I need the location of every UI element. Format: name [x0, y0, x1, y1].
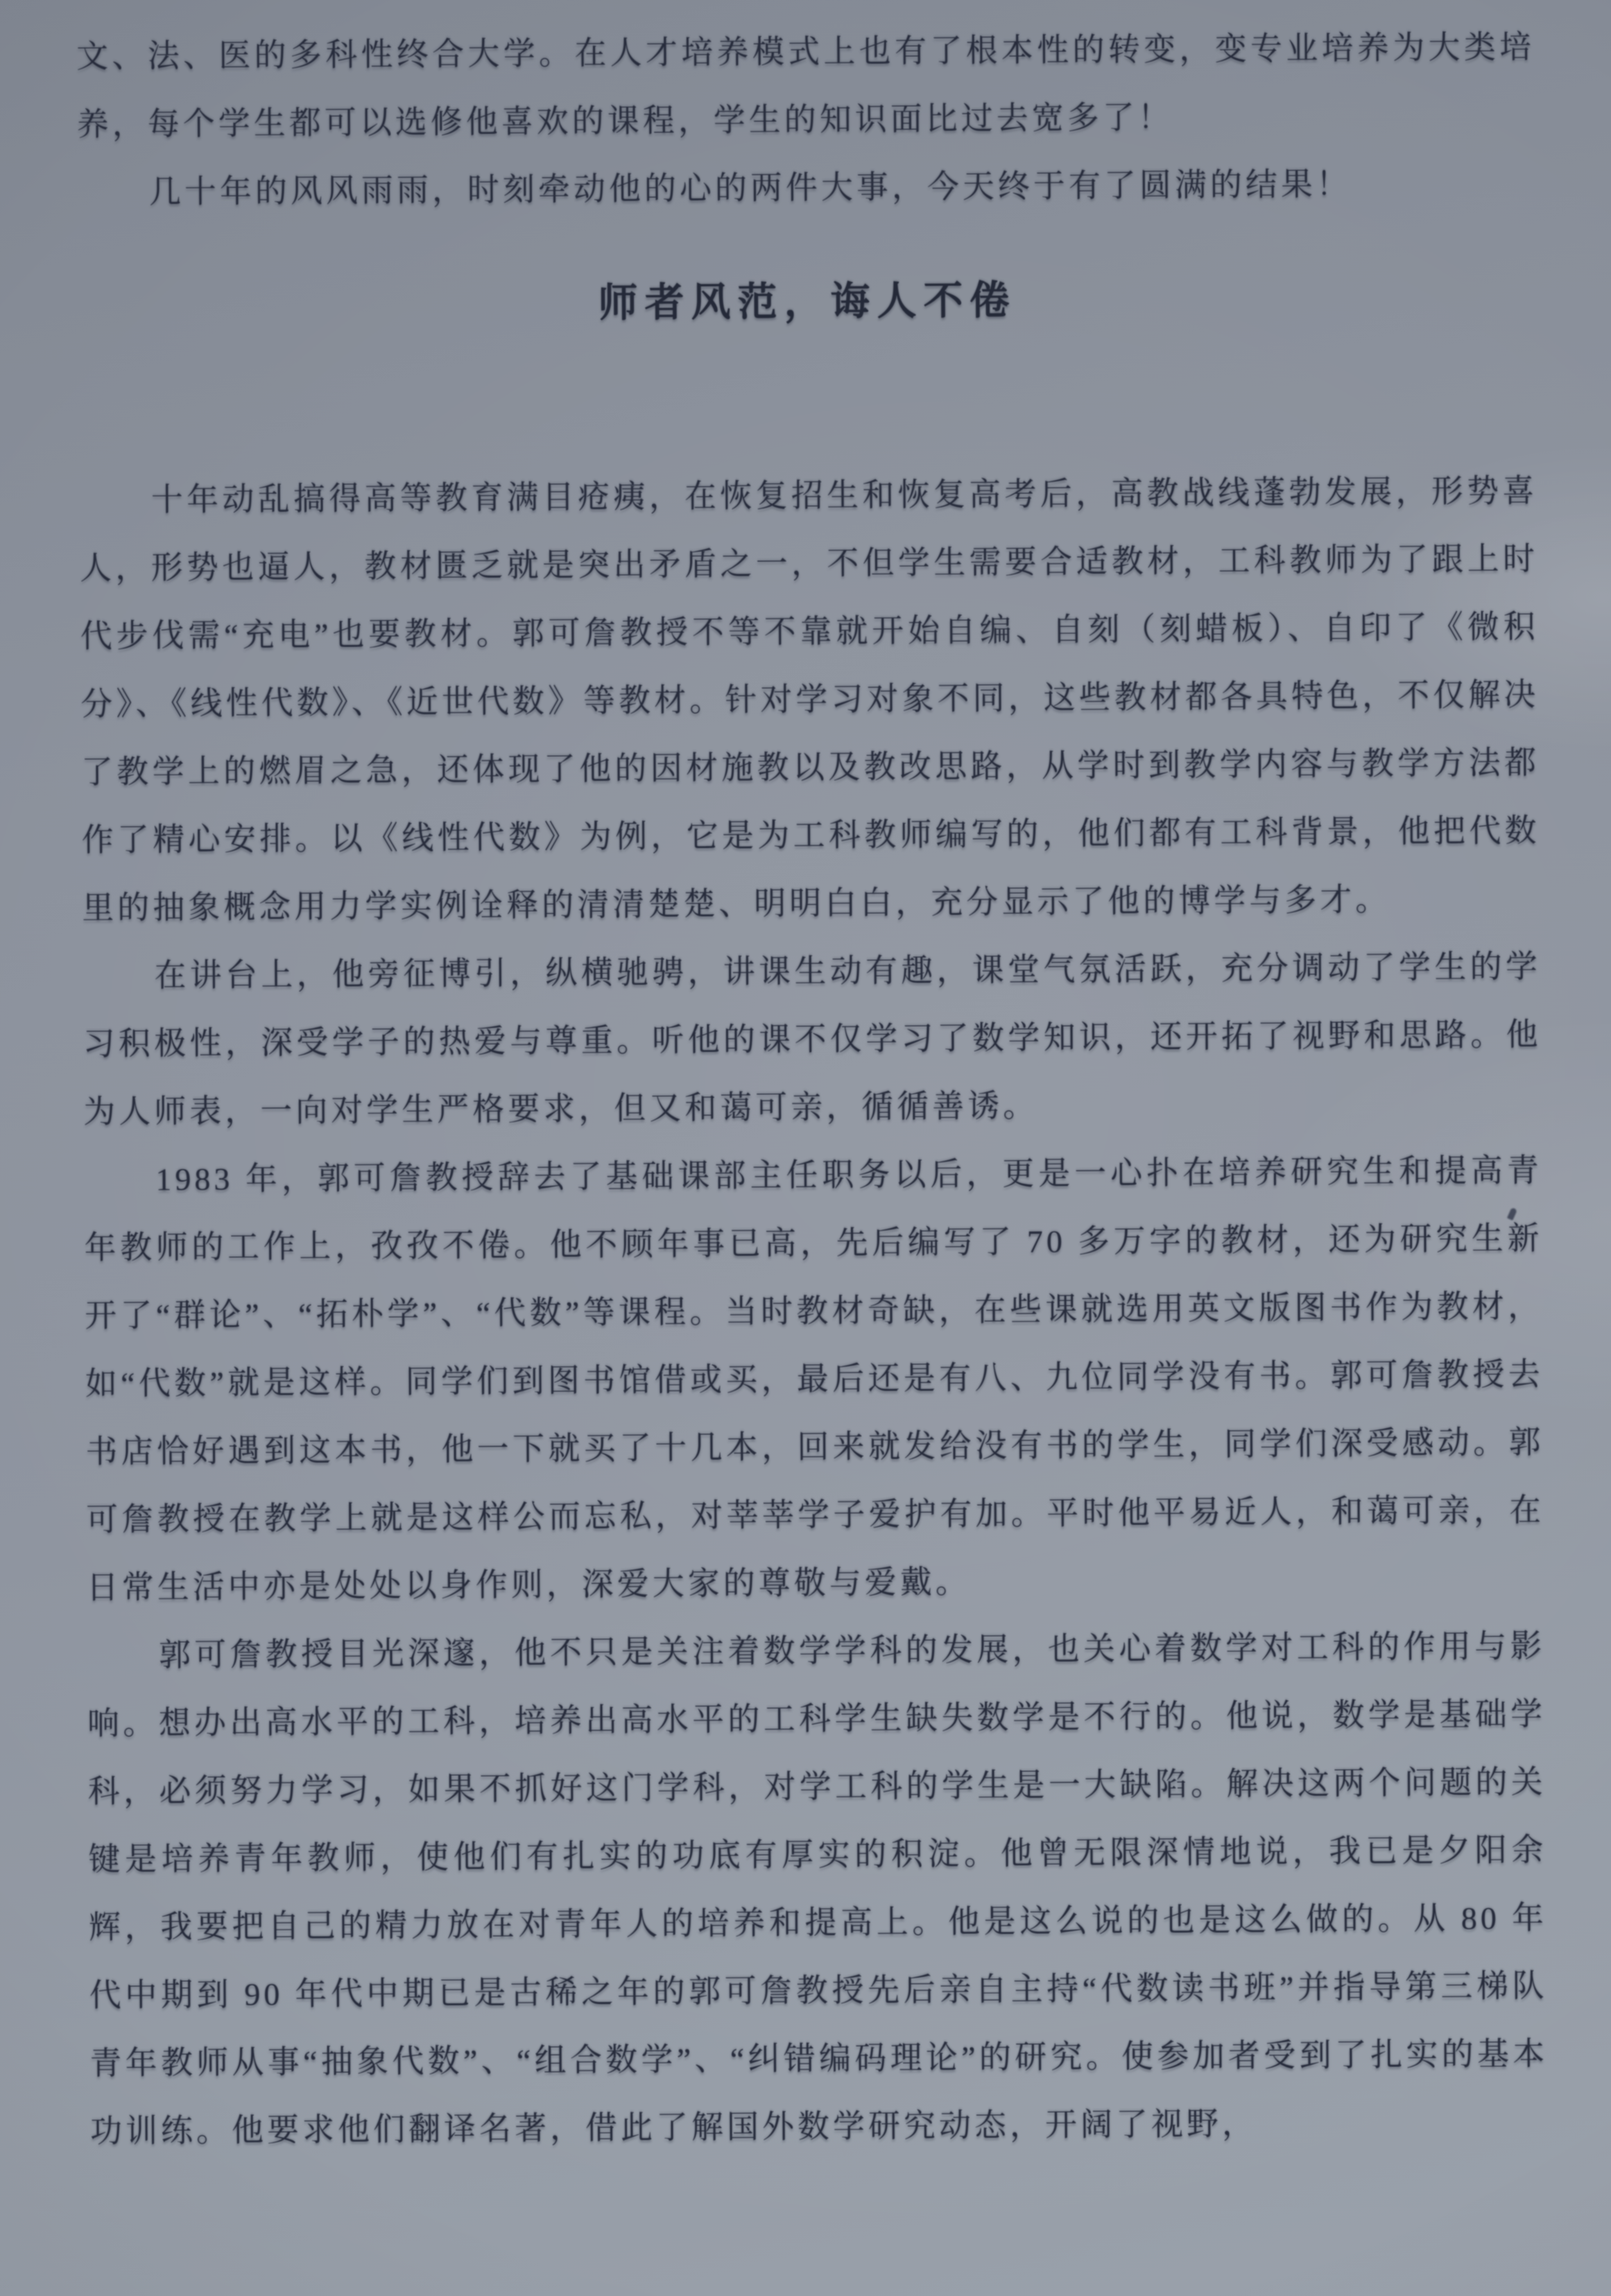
- paragraph-textbooks: 十年动乱搞得高等教育满目疮痍，在恢复招生和恢复高考后，高教战线蓬勃发展，形势喜人，形势也逼人，教材匮乏就是突出矛盾之一，不但学生需要合适教材，工科教师为了跟上时代步伐需“充电”也要教材。郭可詹教授不等不靠就开始自编、自刻（刻蜡板）、自印了《微积分》、《线性代数》、《近世代数》等教材。针对学习对象不同，这些教材都各具特色，不仅解决了教学上的燃眉之急，还体现了他的因材施教以及教改思路，从学时到教学内容与教学方法都作了精心安排。以《线性代数》为例，它是为工科教师编写的，他们都有工科背景，他把代数里的抽象概念用力学实例诠释的清清楚楚、明明白白，充分显示了他的博学与多才。: [79, 473, 1540, 926]
- paragraph-vision-young-teachers: 郭可詹教授目光深邃，他不只是关注着数学学科的发展，也关心着数学对工科的作用与影响。想办出高水平的工科，培养出高水平的工科学生缺失数学是不行的。他说，数学是基础学科，必须努力学习，如果不抓好这门学科，对学工科的学生是一大缺陷。解决这两个问题的关键是培养青年教师，使他们有扎实的功底有厚实的积淀。他曾无限深情地说，我已是夕阳余辉，我要把自己的精力放在对青年人的培养和提高上。他是这么说的也是这么做的。从 80 年代中期到 90 年代中期已是古稀之年的郭可詹教授先后亲自主持“代数读书班”并指导第三梯队青年教师从事“抽象代数”、“组合数学”、“纠错编码理论”的研究。使参加者受到了扎实的基本功训练。他要求他们翻译名著，借此了解国外数学研究动态，开阔了视野，: [87, 1628, 1549, 2149]
- section-title: 师者风范，诲人不倦: [598, 279, 1017, 326]
- closing-paragraph: 几十年的风风雨雨，时刻牵动他的心的两件大事，今天终于有了圆满的结果！: [148, 166, 1352, 210]
- page-text-block: [76, 13, 1549, 2166]
- paragraph-lecturing: 在讲台上，他旁征博引，纵横驰骋，讲课生动有趣，课堂气氛活跃，充分调动了学生的学习积极性，深受学子的热爱与尊重。听他的课不仅学习了数学知识，还开拓了视野和思路。他为人师表，一向对学生严格要求，但又和蔼可亲，循循善诱。: [83, 949, 1542, 1130]
- paragraph-1983-graduate-students: 1983 年，郭可詹教授辞去了基础课部主任职务以后，更是一心扑在培养研究生和提高青年教师的工作上，孜孜不倦。他不顾年事已高，先后编写了 70 多万字的教材，还为研究生新开了“群论”、“拓朴学”、“代数”等课程。当时教材奇缺，在些课就选用英文版图书作为教材，如“代数”就是这样。同学们到图书馆借或买，最后还是有八、九位同学没有书。郭可詹教授去书店恰好遇到这本书，他一下就买了十几本，回来就发给没有书的学生，同学们深受感动。郭可詹教授在教学上就是这样公而忘私，对莘莘学子爱护有加。平时他平易近人，和蔼可亲，在日常生活中亦是处处以身作则，深爱大家的尊敬与爱戴。: [84, 1153, 1545, 1605]
- continued-paragraph: 文、法、医的多科性终合大学。在人才培养模式上也有了根本性的转变，变专业培养为大类培养，每个学生都可以选修他喜欢的课程，学生的知识面比过去宽多了！: [76, 29, 1535, 142]
